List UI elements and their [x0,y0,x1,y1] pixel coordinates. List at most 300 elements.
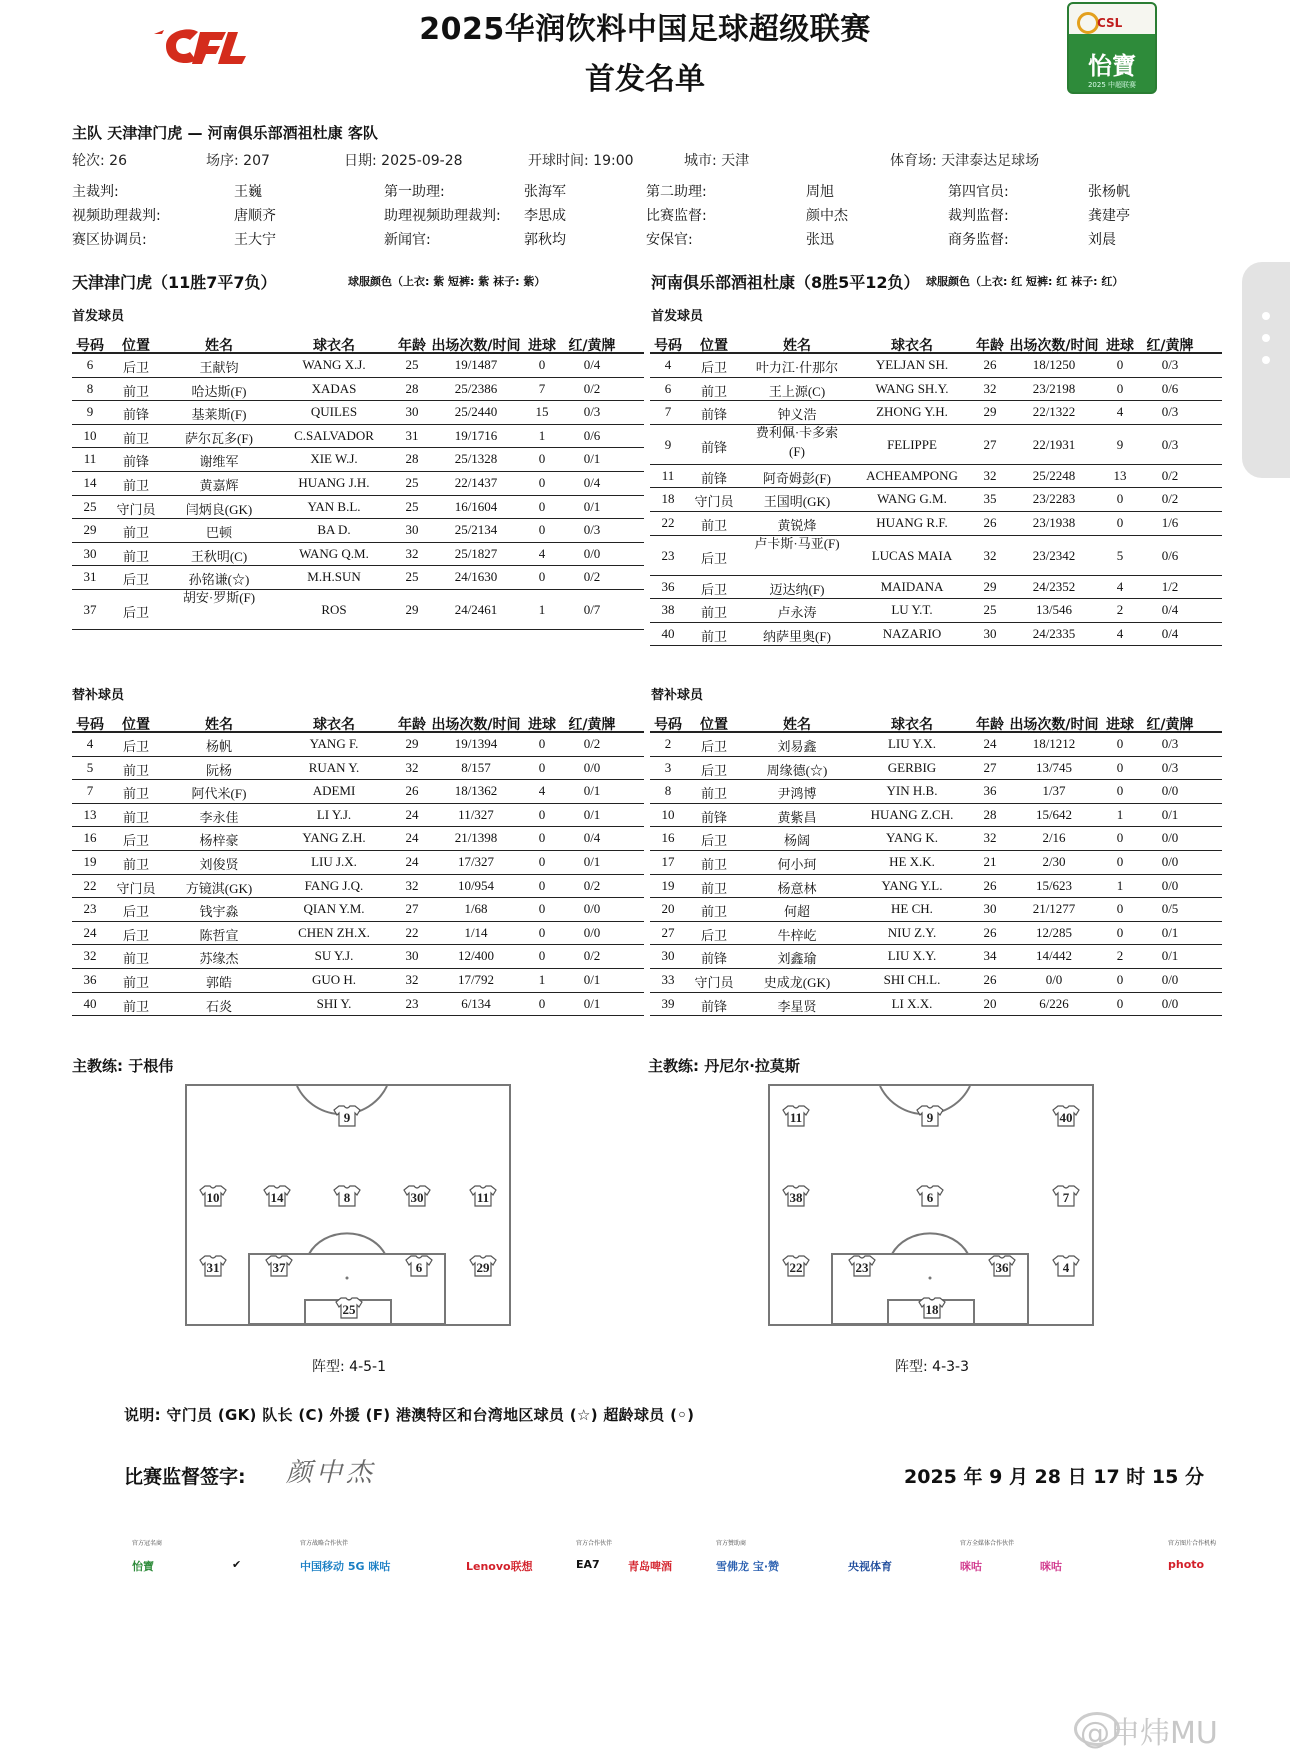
cards: 0/3 [583,404,601,420]
age: 26 [983,877,997,893]
age: 24 [405,853,419,869]
appearances: 0/0 [1045,971,1063,987]
official-role: 第二助理: [646,184,707,200]
table-row [650,993,1222,1017]
player-name: 尹鸿博 [777,786,817,802]
cards: 0/0 [583,924,601,940]
age: 28 [405,380,419,396]
away-kit-colors: 球服颜色（上衣: 红 短裤: 红 袜子: 红） [926,275,1124,288]
age: 32 [405,545,419,561]
appearances: 2/16 [1042,830,1066,846]
shirt-number: 13 [83,806,97,822]
table-row [72,378,644,402]
sponsor-bar [120,1538,1260,1598]
sponsor-logo: photo [1168,1558,1205,1571]
sponsor-logo: 雪佛龙 宝·赞 [716,1560,780,1573]
player-name: 阿代米(F) [191,786,247,802]
home-formation-pitch [185,1084,511,1326]
cards: 0/2 [583,877,601,893]
player-name: 费利佩·卡多索(F) [755,424,839,459]
cards: 0/1 [583,853,601,869]
shirt-number: 36 [661,578,675,594]
cards: 0/3 [1161,357,1179,372]
appearances: 1/37 [1042,783,1066,799]
cards: 0/3 [583,522,601,538]
shirt-number: 16 [661,830,675,846]
official-role: 第一助理: [384,184,445,200]
table-row [650,512,1222,536]
sponsor-logo: 咪咕 [1040,1560,1062,1573]
table-row [72,425,644,449]
position: 前卫 [700,383,727,399]
cards: 0/2 [583,736,601,751]
position: 守门员 [694,494,734,510]
position: 前卫 [122,430,149,446]
cards: 0/4 [1161,625,1179,641]
column-header: 号码 [654,717,682,733]
column-header: 进球 [1106,338,1134,354]
appearances: 2/30 [1042,853,1066,869]
position: 前卫 [700,517,727,533]
position: 守门员 [694,974,734,990]
shirt-name: LI Y.J. [316,806,352,822]
table-row [72,566,644,590]
appearances: 18/1362 [454,783,498,799]
player-shirt-icon [783,1186,809,1206]
position: 前卫 [122,856,149,872]
position: 后卫 [122,360,149,375]
goals: 0 [538,474,546,490]
shirt-number: 10 [661,806,675,822]
age: 25 [405,569,419,585]
table-row [650,804,1222,828]
shirt-number: 4 [86,736,94,751]
cards: 0/2 [1161,467,1179,483]
goals: 0 [538,924,546,940]
age: 36 [983,783,997,799]
official-role: 主裁判: [72,184,119,200]
away-starters-table [650,332,1222,646]
age: 21 [983,853,997,869]
age: 26 [983,971,997,987]
position: 前锋 [700,809,727,825]
appearances: 25/1328 [454,451,498,467]
age: 27 [983,759,997,775]
shirt-number: 5 [86,759,94,775]
column-header: 出场次数/时间 [1009,338,1099,354]
player-shirt-icon [917,1186,943,1206]
appearances: 23/1938 [1032,514,1076,530]
age: 32 [983,467,997,483]
home-kit-colors: 球服颜色（上衣: 紫 短裤: 紫 袜子: 紫） [348,275,546,288]
table-row [72,922,644,946]
table-row [650,922,1222,946]
shirt-number-label: 30 [410,1190,424,1205]
appearances: 22/1322 [1032,404,1076,420]
official-name: 刘晨 [1088,232,1116,248]
age: 32 [983,380,997,396]
column-header: 出场次数/时间 [431,338,521,354]
player-shirt-icon [200,1256,226,1276]
player-name: 卢永涛 [777,605,817,621]
cards: 0/1 [583,971,601,987]
table-row [650,733,1222,757]
shirt-number: 16 [83,830,97,846]
shirt-number: 8 [664,783,672,799]
goals: 0 [538,498,546,514]
player-name: 王献钧 [199,360,239,375]
shirt-name: NIU Z.Y. [887,924,937,940]
shirt-number: 40 [661,625,675,641]
age: 32 [405,971,419,987]
table-row [72,993,644,1017]
home-starters-label: 首发球员 [72,309,125,324]
goals: 0 [538,806,546,822]
shirt-name: NAZARIO [882,625,942,641]
player-name: 孙铭谦(☆) [188,572,250,588]
goals: 1 [538,971,546,987]
official-name: 周旭 [806,184,834,200]
cards: 0/1 [583,783,601,799]
official-name: 唐顺齐 [234,208,276,224]
official-role: 比赛监督: [646,208,707,224]
goals: 0 [538,736,546,751]
official-role: 第四官员: [948,184,1009,200]
goals: 7 [538,380,546,396]
table-row [72,590,644,630]
goals: 0 [538,853,546,869]
cards: 0/7 [583,601,601,617]
goals: 4 [1116,404,1124,420]
age: 20 [983,995,997,1011]
cards: 0/2 [583,569,601,585]
column-header: 姓名 [783,717,811,733]
age: 30 [405,948,419,964]
player-shirt-icon [470,1186,496,1206]
position: 后卫 [700,739,727,754]
shirt-number: 22 [83,877,97,893]
sponsor-logo: 中国移动 5G 咪咕 [300,1560,391,1573]
player-name: 石炎 [205,998,232,1014]
column-header: 红/黄牌 [1146,717,1194,733]
player-shirt-icon [917,1106,943,1126]
player-name: 王秋明(C) [190,548,248,564]
cards: 0/1 [583,498,601,514]
shirt-number: 40 [83,995,97,1011]
shirt-name: WANG SH.Y. [875,380,949,396]
table-row [72,898,644,922]
appearances: 25/1827 [454,545,498,561]
away-formation-pitch [768,1084,1094,1326]
goals: 4 [1116,625,1124,641]
shirt-name: LI X.X. [891,995,933,1011]
cards: 0/4 [1161,602,1179,618]
column-header: 年龄 [398,338,426,354]
appearances: 19/1716 [454,427,498,443]
shirt-number: 14 [83,474,97,490]
shirt-number: 30 [661,948,675,964]
shirt-number-label: 9 [343,1110,351,1125]
shirt-name: HE CH. [891,901,933,917]
goals: 0 [538,995,546,1011]
official-role: 视频助理裁判: [72,208,161,224]
away-subs-label: 替补球员 [651,688,704,703]
shirt-name: YANG F. [309,736,359,751]
age: 32 [983,830,997,846]
column-header: 号码 [76,338,104,354]
table-row [650,875,1222,899]
home-subs-label: 替补球员 [72,688,125,703]
column-header: 年龄 [398,717,426,733]
shirt-number-label: 10 [206,1190,220,1205]
shirt-number-label: 11 [789,1110,803,1125]
official-name: 张迅 [806,232,834,248]
table-row [650,623,1222,647]
table-row [650,576,1222,600]
appearances: 21/1277 [1032,901,1076,917]
home-team-title: 天津津门虎（11胜7平7负） [72,273,277,292]
cards: 0/0 [583,901,601,917]
goals: 1 [1116,806,1124,822]
shirt-number-label: 37 [272,1260,286,1275]
shirt-name: BA D. [317,522,351,538]
position: 前卫 [700,786,727,802]
shirt-name: CHEN ZH.X. [298,924,370,940]
shirt-name: LIU J.X. [311,853,357,869]
match-teams: 主队 天津津门虎 — 河南俱乐部酒祖杜康 客队 [72,124,378,142]
column-header: 球衣名 [891,717,933,733]
shirt-number: 9 [664,436,672,452]
shirt-number: 22 [661,514,675,530]
shirt-name: ADEMI [312,783,356,799]
shirt-name: XIE W.J. [310,451,358,467]
column-header: 球衣名 [313,717,355,733]
appearances: 13/745 [1035,759,1073,775]
shirt-number: 10 [83,427,97,443]
column-header: 位置 [122,338,150,354]
shirt-number: 9 [86,404,94,420]
player-name: 胡安·罗斯(F) [182,589,256,605]
shirt-number-label: 11 [476,1190,490,1205]
age: 26 [983,924,997,940]
player-name: 哈达斯(F) [191,383,247,399]
appearances: 23/2198 [1032,380,1076,396]
player-name: 刘易鑫 [777,739,817,754]
table-header [650,332,1222,354]
column-header: 号码 [76,717,104,733]
shirt-number-label: 6 [926,1190,934,1205]
player-name: 黄嘉辉 [199,477,239,493]
home-subs-table [72,711,644,1016]
age: 29 [983,578,997,594]
column-header: 出场次数/时间 [1009,717,1099,733]
shirt-number: 29 [83,522,97,538]
table-row [72,401,644,425]
away-team-title: 河南俱乐部酒祖杜康（8胜5平12负） [651,273,920,292]
goals: 1 [538,601,546,617]
player-shirt-icon [1053,1106,1079,1126]
position: 前卫 [122,786,149,802]
appearances: 16/1604 [454,498,498,514]
position: 后卫 [122,572,149,588]
shirt-name: WANG G.M. [877,491,947,507]
appearances: 21/1398 [454,830,498,846]
position: 前卫 [122,762,149,778]
table-row [72,827,644,851]
shirt-number-label: 29 [476,1260,490,1275]
shirt-number-label: 31 [206,1260,220,1275]
goals: 0 [1116,357,1124,372]
cards: 0/4 [583,830,601,846]
column-header: 年龄 [976,338,1004,354]
appearances: 10/954 [457,877,495,893]
player-name: 萨尔瓦多(F) [185,430,253,446]
player-name: 巴顿 [205,525,232,541]
position: 后卫 [122,604,149,620]
shirt-name: ROS [321,601,347,617]
shirt-number: 31 [83,569,97,585]
player-name: 周缘德(☆) [766,762,828,778]
shirt-number: 30 [83,545,97,561]
player-name: 苏缘杰 [199,951,239,967]
position: 前锋 [122,407,149,423]
table-row [72,780,644,804]
appearances: 13/546 [1035,602,1073,618]
cards: 0/2 [583,380,601,396]
table-row [650,599,1222,623]
goals: 2 [1116,602,1124,618]
table-row [72,804,644,828]
column-header: 出场次数/时间 [431,717,521,733]
age: 28 [983,806,997,822]
cards: 0/0 [1161,971,1179,987]
goals: 0 [1116,995,1124,1011]
cards: 0/5 [1161,901,1179,917]
player-shirt-icon [264,1186,290,1206]
table-row [650,757,1222,781]
csl-ring-icon [1077,12,1099,34]
column-header: 红/黄牌 [568,338,616,354]
position: 后卫 [700,833,727,849]
age: 24 [405,806,419,822]
appearances: 11/327 [458,806,494,822]
away-starters-label: 首发球员 [651,309,704,324]
player-name: 卢卡斯·马亚(F) [754,535,840,551]
away-subs-table [650,711,1222,1016]
table-row [72,354,644,378]
match-commissioner-signature: 颜中杰 [286,1458,377,1488]
official-name: 张杨帆 [1088,184,1130,200]
shirt-name: LUCAS MAIA [871,547,953,563]
age: 32 [983,547,997,563]
goals: 0 [1116,853,1124,869]
shirt-number: 25 [83,498,97,514]
player-name: 刘鑫瑜 [777,951,817,967]
age: 27 [405,901,419,917]
table-header [72,332,644,354]
position: 前锋 [700,439,727,455]
official-role: 新闻官: [384,232,431,248]
cards: 0/6 [1161,547,1179,563]
shirt-number: 4 [664,357,672,372]
goals: 0 [1116,901,1124,917]
pitch-line [929,1277,932,1280]
position: 前卫 [122,548,149,564]
player-name: 阿奇姆彭(F) [763,470,831,486]
goals: 0 [538,569,546,585]
age: 29 [405,736,419,751]
table-row [650,425,1222,465]
age: 30 [983,901,997,917]
player-name: 闫炳良(GK) [185,501,253,517]
position: 后卫 [700,762,727,778]
sponsor-logo: EA7 [576,1558,600,1571]
appearances: 24/2461 [454,601,498,617]
side-panel-handle[interactable] [1242,262,1290,478]
table-row [650,488,1222,512]
sponsor-category: 官方图片合作机构 [1168,1540,1217,1547]
appearances: 15/623 [1035,877,1073,893]
goals: 5 [1116,547,1124,563]
goals: 0 [538,451,546,467]
player-name: 牛梓屹 [777,927,817,943]
away-formation: 阵型: 4-3-3 [895,1359,969,1375]
shirt-name: MAIDANA [880,578,944,594]
goals: 15 [535,404,549,420]
shirt-name: LIU X.Y. [887,948,937,964]
column-header: 红/黄牌 [1146,338,1194,354]
goals: 9 [1116,436,1124,452]
age: 25 [405,498,419,514]
column-header: 姓名 [205,717,233,733]
appearances: 6/226 [1039,995,1069,1011]
player-name: 杨帆 [205,739,232,754]
table-row [650,780,1222,804]
shirt-number: 18 [661,491,675,507]
appearances: 25/2134 [454,522,498,538]
shirt-number: 23 [83,901,97,917]
shirt-number-label: 22 [789,1260,803,1275]
player-shirt-icon [783,1256,809,1276]
position: 后卫 [122,739,149,754]
player-shirt-icon [334,1106,360,1126]
position: 守门员 [116,880,156,896]
sponsor-logo: Lenovo联想 [466,1560,533,1573]
table-row [650,354,1222,378]
shirt-number: 11 [661,467,675,483]
position: 前锋 [700,998,727,1014]
cards: 0/0 [583,545,601,561]
table-row [650,401,1222,425]
goals: 0 [538,948,546,964]
goals: 0 [538,877,546,893]
cards: 0/0 [1161,995,1179,1011]
age: 24 [405,830,419,846]
sponsor-category: 官方赞助商 [716,1540,747,1547]
home-coach: 主教练: 于根伟 [72,1057,174,1075]
shirt-name: LU Y.T. [891,602,933,618]
shirt-number: 32 [83,948,97,964]
position: 前卫 [700,628,727,644]
goals: 4 [538,545,546,561]
cards: 1/2 [1161,578,1179,594]
appearances: 22/1437 [454,474,498,490]
shirt-name: YANG Y.L. [881,877,943,893]
player-name: 钟义浩 [777,407,817,423]
watermark: @申炜MU [1080,1716,1218,1751]
goals: 0 [1116,759,1124,775]
table-row [72,448,644,472]
